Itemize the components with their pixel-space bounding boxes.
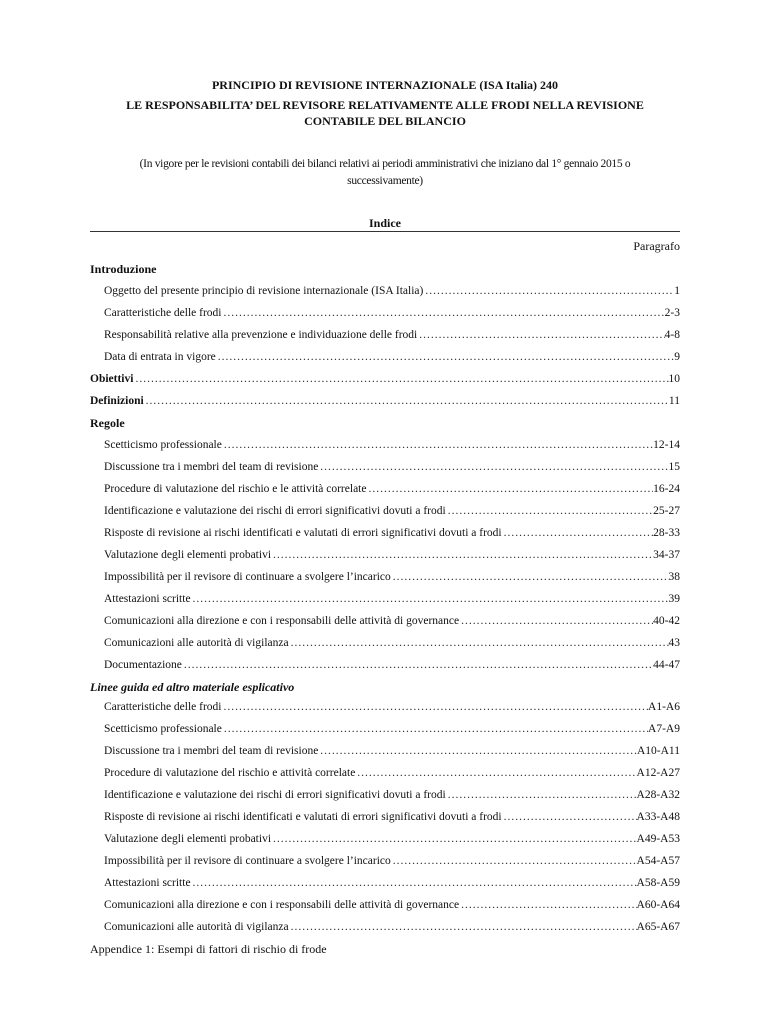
toc-entry[interactable]: Attestazioni scritte ..... A58-A59 [104, 873, 680, 893]
toc-entry[interactable]: Comunicazioni alla direzione e con i responsabili delle attività di governance ..... 40-42 [104, 611, 680, 631]
toc-entry[interactable]: Attestazioni scritte ..... 39 [104, 589, 680, 609]
toc-entry-definizioni[interactable]: Definizioni ..... 11 [90, 391, 680, 411]
index-title: Indice [368, 216, 401, 230]
toc-entry[interactable]: Data di entrata in vigore ..... 9 [104, 347, 680, 367]
toc-entry[interactable]: Discussione tra i membri del team di revisione ..... A10-A11 [104, 741, 680, 761]
toc-entry[interactable]: Scetticismo professionale ..... A7-A9 [104, 719, 680, 739]
toc-entry[interactable]: Valutazione degli elementi probativi ..... 34-37 [104, 545, 680, 565]
section-heading-linee-guida: Linee guida ed altro materiale esplicativo [90, 680, 295, 694]
index-divider [90, 231, 680, 232]
toc-entry[interactable]: Identificazione e valutazione dei rischi di errori significativi dovuti a frodi ..... 25-27 [104, 501, 680, 521]
section-heading-regole: Regole [90, 416, 125, 430]
toc-entry[interactable]: Impossibilità per il revisore di continuare a svolgere l’incarico ..... 38 [104, 567, 680, 587]
toc-entry[interactable]: Procedure di valutazione del rischio e le attività correlate ..... 16-24 [104, 479, 680, 499]
appendix-entry[interactable]: Appendice 1: Esempi di fattori di rischio di frode [90, 942, 327, 956]
toc-entry[interactable]: Procedure di valutazione del rischio e attività correlate ..... A12-A27 [104, 763, 680, 783]
toc-entry[interactable]: Documentazione ..... 44-47 [104, 655, 680, 675]
toc-entry[interactable]: Scetticismo professionale ..... 12-14 [104, 435, 680, 455]
paragraph-column-label: Paragrafo [633, 239, 680, 253]
document-title: PRINCIPIO DI REVISIONE INTERNAZIONALE (ISA Italia) 240 [211, 78, 559, 92]
toc-entry[interactable]: Identificazione e valutazione dei rischi di errori significativi dovuti a frodi ..... A28-A32 [104, 785, 680, 805]
document-subtitle: LE RESPONSABILITA’ DEL REVISORE RELATIVAMENTE ALLE FRODI NELLA REVISIONE CONTABILE DEL BILANCIO [126, 98, 644, 128]
toc-entry[interactable]: Caratteristiche delle frodi ..... 2-3 [104, 303, 680, 323]
toc-entry[interactable]: Discussione tra i membri del team di revisione ..... 15 [104, 457, 680, 477]
toc-entry[interactable]: Comunicazioni alle autorità di vigilanza ..... 43 [104, 633, 680, 653]
toc-entry[interactable]: Responsabilità relative alla prevenzione e individuazione delle frodi ..... 4-8 [104, 325, 680, 345]
toc-entry[interactable]: Valutazione degli elementi probativi ..... A49-A53 [104, 829, 680, 849]
toc-entry[interactable]: Comunicazioni alle autorità di vigilanza ..... A65-A67 [104, 917, 680, 937]
effective-date-note: (In vigore per le revisioni contabili dei bilanci relativi ai periodi amministrativi che iniziano dal 1° gennaio 2015 o successivamente) [139, 158, 631, 187]
toc-entry[interactable]: Risposte di revisione ai rischi identificati e valutati di errori significativi dovuti a frodi ..... A33-A48 [104, 807, 680, 827]
section-heading-introduzione: Introduzione [90, 262, 157, 276]
toc-entry[interactable]: Caratteristiche delle frodi ..... A1-A6 [104, 697, 680, 717]
toc-entry[interactable]: Oggetto del presente principio di revisione internazionale (ISA Italia) ..... 1 [104, 281, 680, 301]
toc-entry[interactable]: Comunicazioni alla direzione e con i responsabili delle attività di governance ..... A60-A64 [104, 895, 680, 915]
toc-entry[interactable]: Impossibilità per il revisore di continuare a svolgere l’incarico ..... A54-A57 [104, 851, 680, 871]
toc-entry[interactable]: Risposte di revisione ai rischi identificati e valutati di errori significativi dovuti a frodi ..... 28-33 [104, 523, 680, 543]
toc-entry-obiettivi[interactable]: Obiettivi ..... 10 [90, 369, 680, 389]
